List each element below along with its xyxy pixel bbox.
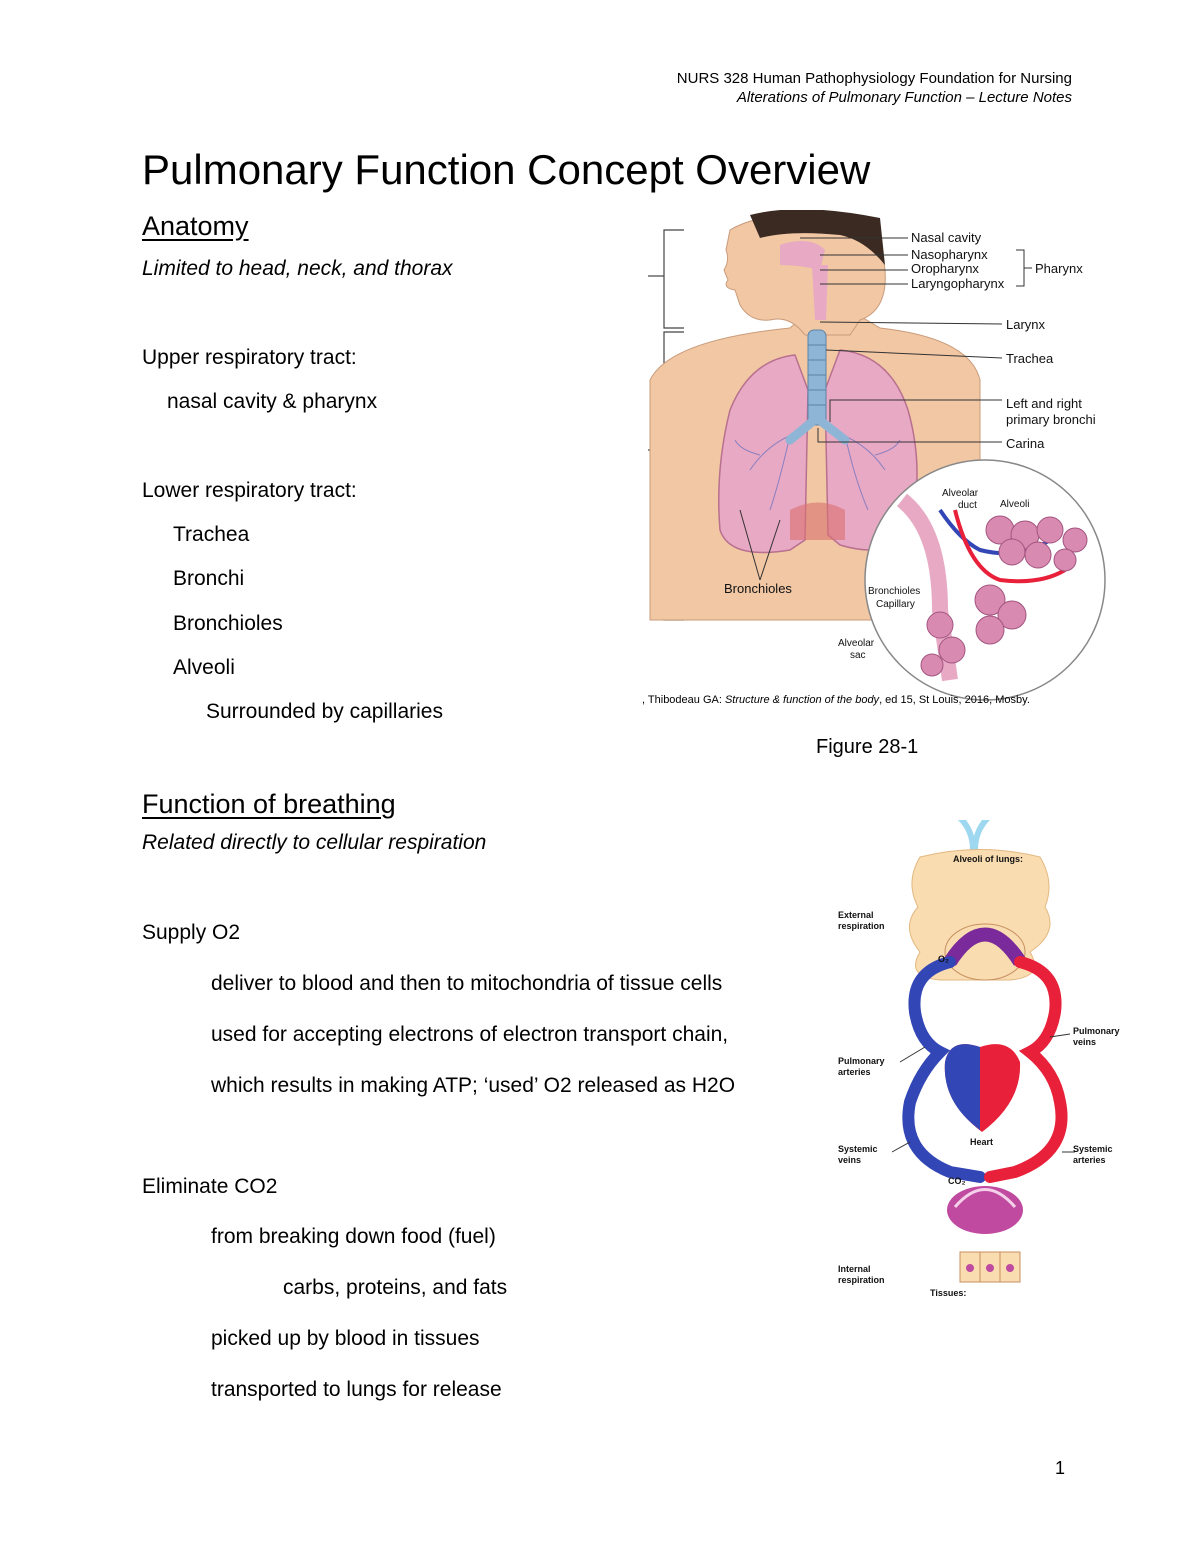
label-heart: Heart bbox=[970, 1137, 994, 1147]
label-carina: Carina bbox=[1006, 436, 1045, 451]
upper-tract-items: nasal cavity & pharynx bbox=[167, 390, 378, 413]
circulation-figure bbox=[830, 812, 1130, 1302]
respiratory-anatomy-figure bbox=[640, 210, 1110, 710]
label-alveoli-of-lungs: Alveoli of lungs: bbox=[953, 854, 1024, 864]
label-inset-bronchioles: Bronchioles bbox=[868, 586, 921, 597]
lower-tract-label: Lower respiratory tract: bbox=[142, 479, 357, 502]
label-external-line1: External bbox=[838, 910, 874, 920]
label-bronchi-line1: Left and right bbox=[1006, 396, 1082, 411]
label-larynx: Larynx bbox=[1006, 317, 1046, 332]
credit-suffix: , ed 15, St Louis, 2016, Mosby. bbox=[879, 694, 1030, 706]
label-alveolar-duct-line1: Alveolar bbox=[942, 488, 979, 499]
label-internal-line1: Internal bbox=[838, 1264, 871, 1274]
label-oropharynx: Oropharynx bbox=[911, 261, 979, 276]
figure-caption: Figure 28-1 bbox=[816, 736, 919, 758]
page-title: Pulmonary Function Concept Overview bbox=[142, 146, 871, 193]
label-alveoli: Alveoli bbox=[1000, 499, 1030, 510]
breathing-subheading: Related directly to cellular respiration bbox=[142, 831, 487, 854]
eliminate-line-3: transported to lungs for release bbox=[211, 1378, 502, 1401]
label-systemic-arteries-line1: Systemic bbox=[1073, 1144, 1113, 1154]
label-tissues: Tissues: bbox=[930, 1288, 967, 1298]
label-systemic-veins-line1: Systemic bbox=[838, 1144, 878, 1154]
label-pulmonary-veins-line2: veins bbox=[1073, 1037, 1097, 1047]
air-arrow-icon bbox=[958, 820, 990, 850]
course-header: NURS 328 Human Pathophysiology Foundation for Nursing bbox=[676, 70, 1072, 87]
anatomy-subheading: Limited to head, neck, and thorax bbox=[142, 257, 453, 280]
eliminate-line-2: picked up by blood in tissues bbox=[211, 1327, 480, 1350]
page-number: 1 bbox=[1054, 1458, 1065, 1478]
label-systemic-arteries-line2: arteries bbox=[1073, 1155, 1106, 1165]
trachea-shape bbox=[808, 330, 826, 425]
lecture-subtitle: Alterations of Pulmonary Function – Lecture Notes bbox=[736, 89, 1072, 106]
label-co2-systemic: CO₂ bbox=[948, 1176, 966, 1186]
supply-line-2: used for accepting electrons of electron transport chain, bbox=[211, 1023, 729, 1046]
label-pharynx: Pharynx bbox=[1035, 261, 1083, 276]
alveoli-inset-circle bbox=[865, 460, 1105, 700]
credit-title: Structure & function of the body bbox=[724, 694, 880, 706]
label-alveolar-duct-line2: duct bbox=[958, 500, 977, 511]
label-external-line2: respiration bbox=[838, 921, 885, 931]
lower-item-bronchioles: Bronchioles bbox=[173, 612, 283, 635]
label-pulmonary-veins-line1: Pulmonary bbox=[1073, 1026, 1120, 1036]
supply-o2-label: Supply O2 bbox=[142, 921, 241, 944]
label-alveolar-sac-line2: sac bbox=[850, 650, 866, 661]
credit-prefix: , Thibodeau GA: bbox=[642, 694, 725, 706]
heart-right-side-shape bbox=[945, 1044, 980, 1130]
upper-tract-label: Upper respiratory tract: bbox=[142, 346, 357, 369]
tissue-cells bbox=[960, 1252, 1020, 1282]
label-pulmonary-arteries-line2: arteries bbox=[838, 1067, 871, 1077]
anatomy-heading: Anatomy bbox=[142, 211, 249, 241]
lower-item-trachea: Trachea bbox=[173, 523, 250, 546]
label-internal-line2: respiration bbox=[838, 1275, 885, 1285]
diaphragm-shape bbox=[790, 503, 845, 541]
label-nasal-cavity: Nasal cavity bbox=[911, 230, 982, 245]
breathing-heading: Function of breathing bbox=[142, 789, 396, 819]
eliminate-line-1: from breaking down food (fuel) bbox=[211, 1225, 496, 1248]
label-systemic-veins-line2: veins bbox=[838, 1155, 862, 1165]
label-alveolar-sac-line1: Alveolar bbox=[838, 638, 875, 649]
lower-item-bronchi: Bronchi bbox=[173, 567, 245, 590]
label-laryngopharynx: Laryngopharynx bbox=[911, 276, 1005, 291]
supply-line-1: deliver to blood and then to mitochondria of tissue cells bbox=[211, 972, 723, 995]
label-capillary: Capillary bbox=[876, 599, 915, 610]
lower-item-alveoli: Alveoli bbox=[173, 656, 235, 679]
alveoli-note: Surrounded by capillaries bbox=[206, 700, 443, 723]
label-pulmonary-arteries-line1: Pulmonary bbox=[838, 1056, 885, 1066]
label-bronchioles: Bronchioles bbox=[724, 581, 792, 596]
label-o2-pulmonary: O₂ bbox=[938, 954, 949, 964]
systemic-capillary-shape bbox=[947, 1186, 1023, 1234]
label-nasopharynx: Nasopharynx bbox=[911, 247, 988, 262]
supply-line-3: which results in making ATP; ‘used’ O2 released as H2O bbox=[211, 1074, 736, 1097]
eliminate-co2-label: Eliminate CO2 bbox=[142, 1175, 278, 1198]
figure-credit bbox=[642, 694, 1030, 706]
label-trachea: Trachea bbox=[1006, 351, 1054, 366]
label-bronchi-line2: primary bronchi bbox=[1006, 412, 1096, 427]
eliminate-sub: carbs, proteins, and fats bbox=[283, 1276, 508, 1299]
